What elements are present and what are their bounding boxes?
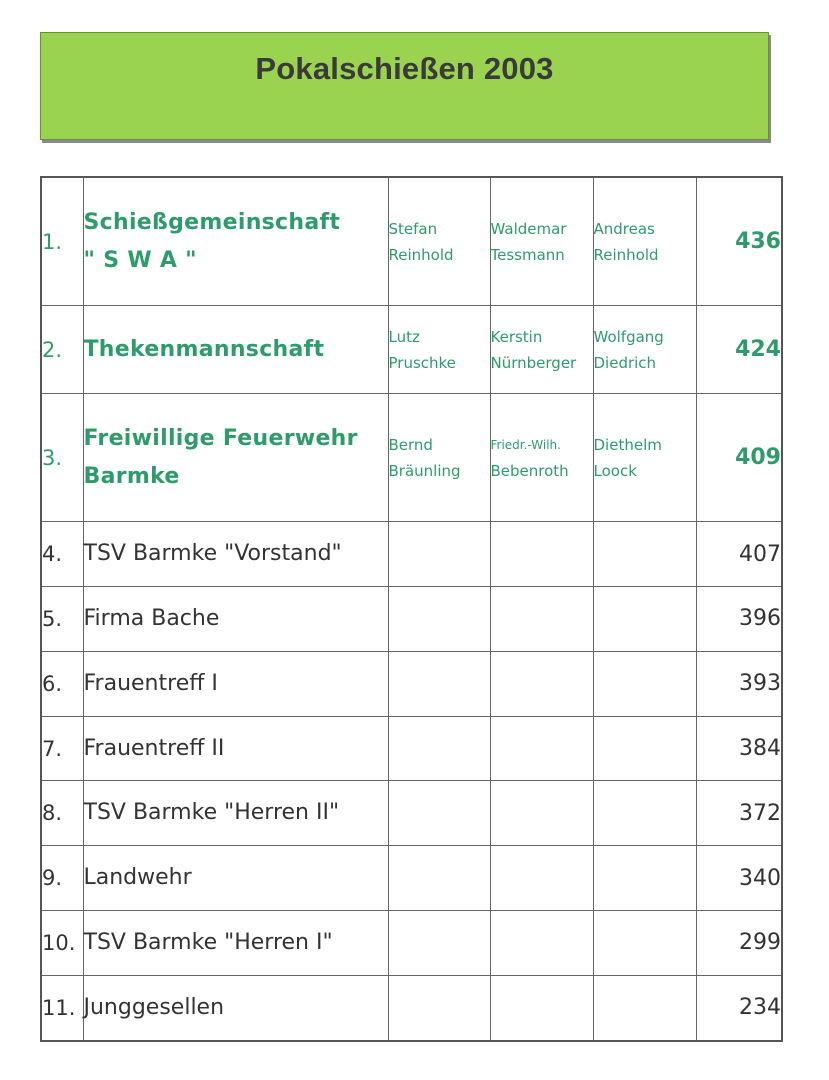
score-cell: 393 [696,651,782,716]
member-last-name: Pruschke [388,353,456,372]
member-cell [593,306,696,394]
rank-cell: 4. [41,522,83,587]
member-cell [593,911,696,976]
member-last-name: Diedrich [593,353,657,372]
score-cell: 424 [696,306,782,394]
member-cell [490,177,593,306]
rank-cell: 8. [41,781,83,846]
member-cell [490,716,593,781]
team-name-line: Barmke [83,463,180,489]
member-cell [593,716,696,781]
member-last-name: Reinhold [593,245,659,264]
team-name-cell [83,306,388,394]
member-cell [388,716,490,781]
table-row [41,975,782,1041]
member-first-name: Lutz [388,327,420,346]
rank-cell: 6. [41,651,83,716]
member-cell [593,587,696,652]
member-cell [388,975,490,1041]
member-cell [490,522,593,587]
member-first-name: Waldemar [490,219,567,238]
member-cell [593,394,696,522]
team-name-line: Thekenmannschaft [83,336,325,362]
member-last-name: Bräunling [388,461,461,480]
rank-cell: 10. [41,911,83,976]
rank-cell: 7. [41,716,83,781]
member-cell [388,394,490,522]
member-first-name: Kerstin [490,327,543,346]
member-cell [388,846,490,911]
table-row [41,522,782,587]
member-cell [388,587,490,652]
member-first-name: Friedr.-Wilh. [490,437,561,452]
member-cell [388,306,490,394]
member-cell [593,846,696,911]
table-row [41,716,782,781]
rank-cell: 9. [41,846,83,911]
rank-cell: 11. [41,975,83,1041]
member-cell [593,781,696,846]
member-cell [490,651,593,716]
member-last-name: Bebenroth [490,461,569,480]
team-name-cell [83,394,388,522]
team-name-line: " S W A " [83,247,197,273]
member-last-name: Tessmann [490,245,565,264]
member-cell [593,522,696,587]
team-name-cell: TSV Barmke "Vorstand" [83,522,388,587]
team-name-cell: TSV Barmke "Herren I" [83,911,388,976]
team-name-cell: TSV Barmke "Herren II" [83,781,388,846]
rank-cell: 5. [41,587,83,652]
member-cell [490,911,593,976]
member-first-name: Wolfgang [593,327,664,346]
member-cell [490,975,593,1041]
rank-cell: 1. [41,177,83,306]
score-cell: 372 [696,781,782,846]
team-name-cell: Landwehr [83,846,388,911]
score-cell: 299 [696,911,782,976]
member-last-name: Nürnberger [490,353,577,372]
score-cell: 407 [696,522,782,587]
member-cell [388,522,490,587]
table-row [41,394,782,522]
table-row [41,846,782,911]
member-cell [388,911,490,976]
results-table [40,176,783,1042]
member-cell [388,651,490,716]
member-cell [593,975,696,1041]
team-name-cell: Frauentreff I [83,651,388,716]
member-first-name: Andreas [593,219,655,238]
team-name-line: Schießgemeinschaft [83,209,341,235]
member-cell [490,394,593,522]
member-cell [490,306,593,394]
table-row [41,177,782,306]
table-row [41,781,782,846]
table-row [41,306,782,394]
member-cell [490,781,593,846]
score-cell: 396 [696,587,782,652]
score-cell: 234 [696,975,782,1041]
score-cell: 384 [696,716,782,781]
member-last-name: Reinhold [388,245,454,264]
member-cell [593,651,696,716]
member-first-name: Diethelm [593,435,662,454]
member-cell [388,781,490,846]
member-first-name: Bernd [388,435,433,454]
member-first-name: Stefan [388,219,438,238]
member-cell [490,587,593,652]
team-name-cell: Firma Bache [83,587,388,652]
member-cell [593,177,696,306]
team-name-line: Freiwillige Feuerwehr [83,425,358,451]
rank-cell: 2. [41,306,83,394]
score-cell: 340 [696,846,782,911]
title-banner [40,32,769,140]
team-name-cell: Junggesellen [83,975,388,1041]
member-last-name: Loock [593,461,637,480]
table-row [41,651,782,716]
page-title: Pokalschießen 2003 [255,51,554,86]
member-cell [490,846,593,911]
table-row [41,587,782,652]
team-name-cell [83,177,388,306]
member-cell [388,177,490,306]
rank-cell: 3. [41,394,83,522]
score-cell: 436 [696,177,782,306]
team-name-cell: Frauentreff II [83,716,388,781]
score-cell: 409 [696,394,782,522]
table-row [41,911,782,976]
